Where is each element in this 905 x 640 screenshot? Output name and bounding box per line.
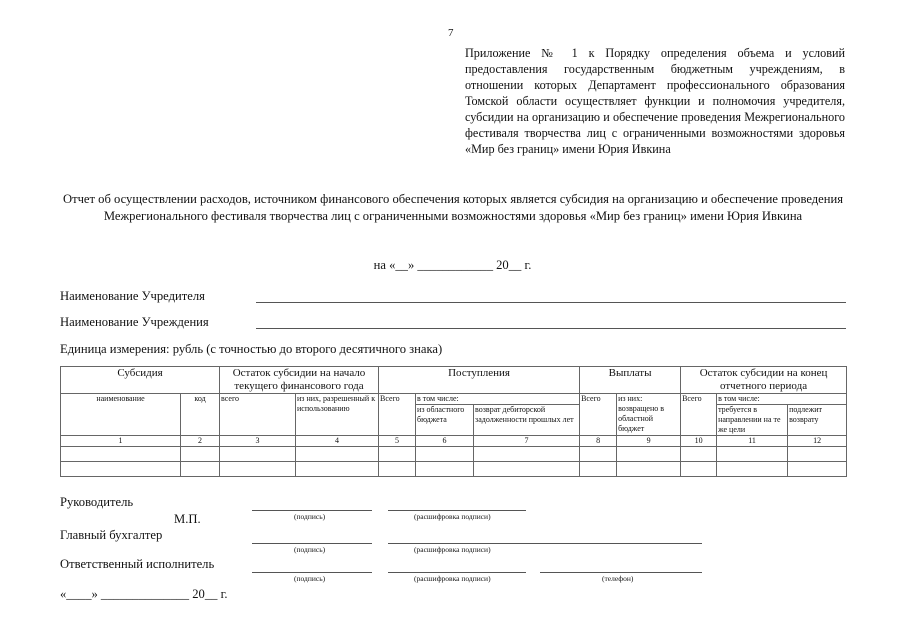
col-number: 9 — [617, 436, 681, 447]
table-cell[interactable] — [681, 462, 717, 477]
table-cell[interactable] — [474, 447, 580, 462]
col-number: 1 — [61, 436, 181, 447]
table-cell[interactable] — [474, 462, 580, 477]
phone-caption: (телефон) — [602, 574, 634, 583]
table-cell[interactable] — [181, 462, 220, 477]
table-cell[interactable] — [296, 447, 379, 462]
appendix-note: Приложение № 1 к Порядку определения объема и условий предоставления государственным бюджетным учреждениям, в отношении которых Департамент профессионального образования Томской области осуществляет функции и полномочия учредителя, субсидии на организацию и обеспечение проведения Межрегионального фестиваля творчества лиц с ограниченными возможностями здоровья «Мир без границ» имени Юрия Ивкина — [465, 46, 845, 156]
col-number: 2 — [181, 436, 220, 447]
table-row — [61, 447, 847, 462]
col-number: 6 — [416, 436, 474, 447]
header-opening-balance: Остаток субсидии на начало текущего финансового года — [220, 367, 379, 394]
header-required-same: требуется в направлении на те же цели — [717, 405, 788, 436]
page-number: 7 — [448, 27, 454, 39]
table-cell[interactable] — [788, 447, 847, 462]
founder-field-line[interactable] — [256, 302, 846, 303]
col-number: 8 — [580, 436, 617, 447]
head-decoding-line[interactable] — [388, 510, 526, 511]
table-cell[interactable] — [416, 462, 474, 477]
institution-label: Наименование Учреждения — [60, 315, 209, 329]
signature-caption: (подпись) — [294, 512, 326, 521]
table-cell[interactable] — [788, 462, 847, 477]
signature-caption: (подпись) — [294, 545, 326, 554]
accountant-signature-line[interactable] — [252, 543, 372, 544]
table-row — [61, 462, 847, 477]
decoding-caption: (расшифровка подписи) — [414, 512, 491, 521]
executor-label: Ответственный исполнитель — [60, 557, 215, 571]
col-number: 10 — [681, 436, 717, 447]
header-name: наименование — [61, 394, 181, 436]
table-cell[interactable] — [379, 462, 416, 477]
header-closing-balance: Остаток субсидии на конец отчетного периода — [681, 367, 847, 394]
header-to-return: подлежит возврату — [788, 405, 847, 436]
table-cell[interactable] — [617, 462, 681, 477]
header-total-closing: Всего — [681, 394, 717, 436]
decoding-caption: (расшифровка подписи) — [414, 574, 491, 583]
header-return-receivables: возврат дебиторской задолженности прошлых лет — [474, 405, 580, 436]
head-signature-line[interactable] — [252, 510, 372, 511]
table-cell[interactable] — [379, 447, 416, 462]
head-label: Руководитель — [60, 495, 134, 509]
decoding-caption: (расшифровка подписи) — [414, 545, 491, 554]
table-cell[interactable] — [296, 462, 379, 477]
header-including: в том числе: — [416, 394, 580, 405]
header-receipts: Поступления — [379, 367, 580, 394]
header-total-payments: Всего — [580, 394, 617, 436]
header-including-2: в том числе: — [717, 394, 847, 405]
executor-phone-line[interactable] — [540, 572, 702, 573]
col-number: 4 — [296, 436, 379, 447]
col-number: 11 — [717, 436, 788, 447]
signature-caption: (подпись) — [294, 574, 326, 583]
header-returned-budget: из них: возвращено в областной бюджет — [617, 394, 681, 436]
stamp-label: М.П. — [174, 512, 201, 526]
founder-label: Наименование Учредителя — [60, 289, 205, 303]
table-cell[interactable] — [220, 447, 296, 462]
table-cell[interactable] — [717, 447, 788, 462]
table-cell[interactable] — [181, 447, 220, 462]
table-cell[interactable] — [617, 447, 681, 462]
col-number: 7 — [474, 436, 580, 447]
unit-label: Единица измерения: рубль (с точностью до второго десятичного знака) — [60, 342, 443, 356]
col-number: 12 — [788, 436, 847, 447]
accountant-decoding-line[interactable] — [388, 543, 702, 544]
header-code: код — [181, 394, 220, 436]
bottom-date: «____» ______________ 20__ г. — [60, 587, 228, 601]
table-cell[interactable] — [717, 462, 788, 477]
col-number: 3 — [220, 436, 296, 447]
table-cell[interactable] — [61, 462, 181, 477]
header-payments: Выплаты — [580, 367, 681, 394]
executor-signature-line[interactable] — [252, 572, 372, 573]
executor-decoding-line[interactable] — [388, 572, 526, 573]
header-total-opening: всего — [220, 394, 296, 436]
report-date: на «__» ____________ 20__ г. — [373, 258, 532, 272]
table-cell[interactable] — [681, 447, 717, 462]
chief-accountant-label: Главный бухгалтер — [60, 528, 163, 542]
table-cell[interactable] — [61, 447, 181, 462]
table-cell[interactable] — [416, 447, 474, 462]
table-cell[interactable] — [220, 462, 296, 477]
header-from-regional: из областного бюджета — [416, 405, 474, 436]
table-cell[interactable] — [580, 447, 617, 462]
col-number: 5 — [379, 436, 416, 447]
report-table — [60, 366, 847, 477]
header-permitted: из них, разрешенный к использованию — [296, 394, 379, 436]
report-title: Отчет об осуществлении расходов, источником финансового обеспечения которых является субсидия на организацию и обеспечение проведения Межрегионального фестиваля творчества лиц с ограниченными возможностями здоровья «Мир без границ» имени Юрия Ивкина — [62, 192, 844, 223]
header-subsidy: Субсидия — [61, 367, 220, 394]
header-total-receipts: Всего — [379, 394, 416, 436]
table-cell[interactable] — [580, 462, 617, 477]
institution-field-line[interactable] — [256, 328, 846, 329]
